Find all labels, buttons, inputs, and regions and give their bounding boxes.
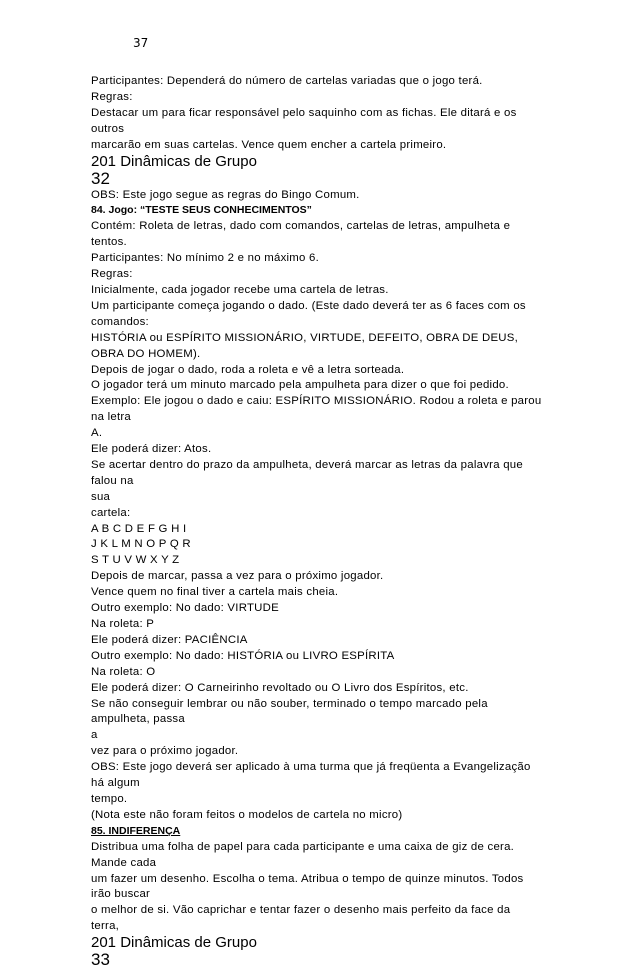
text-line: falou na: [91, 474, 134, 487]
text-line: S T U V W X Y Z: [91, 554, 180, 567]
text-line: vez para o próximo jogador.: [91, 745, 239, 758]
text-line: Outro exemplo: No dado: HISTÓRIA ou LIVRO ESPÍRITA: [91, 649, 395, 662]
text-line: Mande cada: [91, 856, 157, 869]
text-line: Participantes: Dependerá do número de cartelas variadas que o jogo terá.: [91, 75, 483, 87]
text-line: Inicialmente, cada jogador recebe uma cartela de letras.: [91, 283, 389, 296]
text-line: o melhor de si. Vão caprichar e tentar fazer o desenho mais perfeito da face da: [91, 904, 511, 917]
document-body: [91, 74, 561, 969]
text-line: A B C D E F G H I: [91, 522, 187, 535]
text-line: Outro exemplo: No dado: VIRTUDE: [91, 602, 279, 615]
text-line: Regras:: [91, 90, 133, 103]
text-line: cartela:: [91, 506, 131, 519]
text-line: Se não conseguir lembrar ou não souber, terminado o tempo marcado pela: [91, 697, 488, 710]
text-line: há algum: [91, 777, 140, 790]
text-line: a: [91, 729, 98, 742]
section-number: 33: [91, 950, 110, 969]
text-line: ampulheta, passa: [91, 713, 185, 726]
text-line: Distribua uma folha de papel para cada participante e uma caixa de giz de cera.: [91, 840, 515, 853]
text-line: A.: [91, 427, 103, 440]
text-line: sua: [91, 490, 111, 503]
text-line: outros: [91, 122, 125, 135]
text-line: Regras:: [91, 268, 133, 281]
text-line: Na roleta: O: [91, 665, 156, 678]
text-line: Vence quem no final tiver a cartela mais cheia.: [91, 586, 339, 599]
text-line: O jogador terá um minuto marcado pela ampulheta para dizer o que foi pedido.: [91, 379, 509, 392]
item-heading: 85. INDIFERENÇA: [91, 824, 181, 837]
text-line: marcarão em suas cartelas. Vence quem encher a cartela primeiro.: [91, 138, 447, 151]
text-line: Exemplo: Ele jogou o dado e caiu: ESPÍRITO MISSIONÁRIO. Rodou a roleta e parou: [91, 395, 542, 408]
section-number: 32: [91, 168, 110, 188]
text-line: Um participante começa jogando o dado. (Este dado deverá ter as 6 faces com os: [91, 299, 526, 312]
text-line: Se acertar dentro do prazo da ampulheta, deverá marcar as letras da palavra que: [91, 458, 523, 471]
page-number: 37: [133, 36, 149, 50]
text-line: um fazer um desenho. Escolha o tema. Atribua o tempo de quinze minutos. Todos: [91, 872, 524, 885]
text-line: na letra: [91, 411, 131, 424]
text-line: OBS: Este jogo segue as regras do Bingo Comum.: [91, 188, 360, 201]
text-line: HISTÓRIA ou ESPÍRITO MISSIONÁRIO, VIRTUDE, DEFEITO, OBRA DE DEUS,: [91, 331, 519, 344]
text-line: OBS: Este jogo deverá ser aplicado à uma turma que já freqüenta a Evangelização: [91, 761, 531, 774]
text-line: (Nota este não foram feitos o modelos de cartela no micro): [91, 808, 403, 821]
text-line: Depois de marcar, passa a vez para o próximo jogador.: [91, 570, 384, 583]
text-line: Participantes: No mínimo 2 e no máximo 6.: [91, 252, 320, 265]
text-line: terra,: [91, 920, 120, 933]
text-line: irão buscar: [91, 888, 151, 901]
text-line: tentos.: [91, 236, 127, 249]
item-heading: 84. Jogo: “TESTE SEUS CONHECIMENTOS”: [91, 204, 312, 217]
running-header: 201 Dinâmicas de Grupo: [91, 152, 257, 170]
text-line: J K L M N O P Q R: [91, 538, 191, 551]
text-line: Depois de jogar o dado, roda a roleta e vê a letra sorteada.: [91, 363, 405, 376]
text-line: Contém: Roleta de letras, dado com comandos, cartelas de letras, ampulheta e: [91, 220, 511, 233]
text-line: Na roleta: P: [91, 618, 155, 630]
text-line: OBRA DO HOMEM).: [91, 347, 201, 360]
text-line: Ele poderá dizer: Atos.: [91, 443, 212, 456]
running-header: 201 Dinâmicas de Grupo: [91, 934, 257, 952]
text-line: Ele poderá dizer: PACIÊNCIA: [91, 633, 248, 646]
text-line: Destacar um para ficar responsável pelo saquinho com as fichas. Ele ditará e os: [91, 106, 517, 119]
text-line: Ele poderá dizer: O Carneirinho revoltado ou O Livro dos Espíritos, etc.: [91, 681, 469, 694]
text-line: comandos:: [91, 315, 149, 328]
text-line: tempo.: [91, 792, 128, 805]
